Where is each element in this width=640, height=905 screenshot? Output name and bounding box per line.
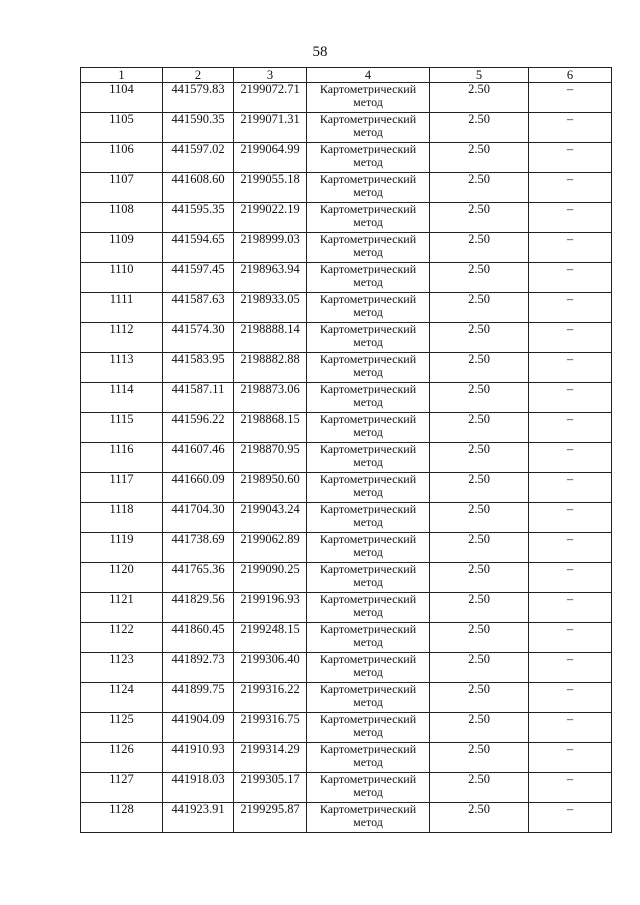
point-number: 1109: [81, 233, 163, 263]
point-number: 1111: [81, 293, 163, 323]
method-line-1: Картометрический: [319, 82, 417, 96]
table-row: [81, 413, 612, 443]
method-cell: [307, 473, 430, 503]
point-number: 1125: [81, 713, 163, 743]
method-line-2: метод: [353, 635, 383, 649]
coordinates-table: [80, 67, 612, 833]
coordinate-x: 441583.95: [163, 353, 234, 383]
accuracy-cell: 2.50: [430, 323, 529, 353]
coordinate-y: 2198963.94: [234, 263, 307, 293]
method-line-2: метод: [353, 665, 383, 679]
accuracy-cell: 2.50: [430, 113, 529, 143]
note-cell: –: [529, 653, 612, 683]
point-number: 1112: [81, 323, 163, 353]
accuracy-cell: 2.50: [430, 623, 529, 653]
method-cell: [307, 233, 430, 263]
point-number: 1122: [81, 623, 163, 653]
method-line-1: Картометрический: [319, 532, 417, 546]
method-cell: [307, 743, 430, 773]
coordinate-y: 2199043.24: [234, 503, 307, 533]
coordinate-x: 441579.83: [163, 83, 234, 113]
accuracy-cell: 2.50: [430, 263, 529, 293]
table-row: [81, 593, 612, 623]
method-cell: [307, 443, 430, 473]
coordinate-y: 2198870.95: [234, 443, 307, 473]
coordinate-y: 2198950.60: [234, 473, 307, 503]
accuracy-cell: 2.50: [430, 83, 529, 113]
accuracy-cell: 2.50: [430, 233, 529, 263]
method-cell: [307, 323, 430, 353]
column-header: 4: [307, 68, 430, 83]
method-cell: [307, 533, 430, 563]
method-line-1: Картометрический: [319, 292, 417, 306]
method-line-1: Картометрический: [319, 382, 417, 396]
method-line-2: метод: [353, 365, 383, 379]
table-row: [81, 563, 612, 593]
accuracy-cell: 2.50: [430, 293, 529, 323]
accuracy-cell: 2.50: [430, 203, 529, 233]
method-cell: [307, 803, 430, 833]
note-cell: –: [529, 413, 612, 443]
note-cell: –: [529, 83, 612, 113]
point-number: 1123: [81, 653, 163, 683]
method-line-1: Картометрический: [319, 442, 417, 456]
table-row: [81, 203, 612, 233]
column-header: 6: [529, 68, 612, 83]
table-row: [81, 623, 612, 653]
accuracy-cell: 2.50: [430, 533, 529, 563]
method-line-1: Картометрический: [319, 772, 417, 786]
point-number: 1126: [81, 743, 163, 773]
coordinate-y: 2199314.29: [234, 743, 307, 773]
method-line-2: метод: [353, 605, 383, 619]
method-line-1: Картометрический: [319, 592, 417, 606]
method-cell: [307, 713, 430, 743]
accuracy-cell: 2.50: [430, 593, 529, 623]
note-cell: –: [529, 713, 612, 743]
method-cell: [307, 503, 430, 533]
note-cell: –: [529, 263, 612, 293]
coordinate-x: 441660.09: [163, 473, 234, 503]
method-cell: [307, 293, 430, 323]
table-row: [81, 443, 612, 473]
table-row: [81, 683, 612, 713]
accuracy-cell: 2.50: [430, 653, 529, 683]
note-cell: –: [529, 203, 612, 233]
coordinate-x: 441595.35: [163, 203, 234, 233]
method-line-1: Картометрический: [319, 682, 417, 696]
point-number: 1121: [81, 593, 163, 623]
column-header: 5: [430, 68, 529, 83]
coordinate-x: 441594.65: [163, 233, 234, 263]
method-line-1: Картометрический: [319, 262, 417, 276]
accuracy-cell: 2.50: [430, 443, 529, 473]
note-cell: –: [529, 443, 612, 473]
method-cell: [307, 683, 430, 713]
table-row: [81, 233, 612, 263]
method-cell: [307, 413, 430, 443]
method-line-2: метод: [353, 155, 383, 169]
table-row: [81, 803, 612, 833]
accuracy-cell: 2.50: [430, 713, 529, 743]
table-row: [81, 743, 612, 773]
table-row: [81, 113, 612, 143]
note-cell: –: [529, 173, 612, 203]
coordinate-x: 441860.45: [163, 623, 234, 653]
coordinate-y: 2199071.31: [234, 113, 307, 143]
coordinate-x: 441587.63: [163, 293, 234, 323]
method-line-1: Картометрический: [319, 172, 417, 186]
table-row: [81, 323, 612, 353]
coordinate-y: 2199295.87: [234, 803, 307, 833]
coordinate-x: 441899.75: [163, 683, 234, 713]
coordinate-x: 441904.09: [163, 713, 234, 743]
method-line-2: метод: [353, 515, 383, 529]
method-line-2: метод: [353, 305, 383, 319]
point-number: 1119: [81, 533, 163, 563]
coordinate-y: 2198868.15: [234, 413, 307, 443]
method-cell: [307, 383, 430, 413]
coordinate-y: 2199090.25: [234, 563, 307, 593]
point-number: 1106: [81, 143, 163, 173]
method-cell: [307, 563, 430, 593]
coordinate-x: 441923.91: [163, 803, 234, 833]
coordinate-x: 441910.93: [163, 743, 234, 773]
column-header: 3: [234, 68, 307, 83]
column-header: 1: [81, 68, 163, 83]
coordinate-x: 441892.73: [163, 653, 234, 683]
point-number: 1116: [81, 443, 163, 473]
coordinate-y: 2198882.88: [234, 353, 307, 383]
method-line-2: метод: [353, 785, 383, 799]
note-cell: –: [529, 323, 612, 353]
coordinate-y: 2198999.03: [234, 233, 307, 263]
table-row: [81, 653, 612, 683]
method-cell: [307, 653, 430, 683]
point-number: 1118: [81, 503, 163, 533]
method-line-1: Картометрический: [319, 562, 417, 576]
coordinate-y: 2198873.06: [234, 383, 307, 413]
method-line-1: Картометрический: [319, 352, 417, 366]
accuracy-cell: 2.50: [430, 503, 529, 533]
method-line-2: метод: [353, 545, 383, 559]
note-cell: –: [529, 683, 612, 713]
accuracy-cell: 2.50: [430, 383, 529, 413]
method-line-1: Картометрический: [319, 142, 417, 156]
table-row: [81, 353, 612, 383]
method-line-2: метод: [353, 485, 383, 499]
method-line-1: Картометрический: [319, 802, 417, 816]
note-cell: –: [529, 593, 612, 623]
method-line-2: метод: [353, 695, 383, 709]
point-number: 1114: [81, 383, 163, 413]
point-number: 1110: [81, 263, 163, 293]
accuracy-cell: 2.50: [430, 143, 529, 173]
note-cell: –: [529, 473, 612, 503]
method-line-2: метод: [353, 425, 383, 439]
coordinate-y: 2199305.17: [234, 773, 307, 803]
note-cell: –: [529, 773, 612, 803]
coordinate-x: 441574.30: [163, 323, 234, 353]
coordinate-x: 441587.11: [163, 383, 234, 413]
point-number: 1117: [81, 473, 163, 503]
note-cell: –: [529, 113, 612, 143]
method-line-2: метод: [353, 215, 383, 229]
method-line-1: Картометрический: [319, 622, 417, 636]
coordinate-x: 441918.03: [163, 773, 234, 803]
method-line-2: метод: [353, 755, 383, 769]
note-cell: –: [529, 743, 612, 773]
method-line-2: метод: [353, 395, 383, 409]
coordinate-x: 441738.69: [163, 533, 234, 563]
accuracy-cell: 2.50: [430, 803, 529, 833]
method-line-1: Картометрический: [319, 322, 417, 336]
coordinate-y: 2198933.05: [234, 293, 307, 323]
point-number: 1105: [81, 113, 163, 143]
coordinate-y: 2199316.75: [234, 713, 307, 743]
coordinate-x: 441704.30: [163, 503, 234, 533]
point-number: 1124: [81, 683, 163, 713]
note-cell: –: [529, 143, 612, 173]
note-cell: –: [529, 563, 612, 593]
accuracy-cell: 2.50: [430, 353, 529, 383]
table-row: [81, 503, 612, 533]
accuracy-cell: 2.50: [430, 743, 529, 773]
method-cell: [307, 593, 430, 623]
method-line-1: Картометрический: [319, 712, 417, 726]
note-cell: –: [529, 503, 612, 533]
table-row: [81, 773, 612, 803]
coordinate-x: 441590.35: [163, 113, 234, 143]
method-line-1: Картометрический: [319, 502, 417, 516]
method-line-2: метод: [353, 335, 383, 349]
coordinate-y: 2199064.99: [234, 143, 307, 173]
table-row: [81, 173, 612, 203]
method-line-2: метод: [353, 275, 383, 289]
note-cell: –: [529, 293, 612, 323]
coordinate-x: 441607.46: [163, 443, 234, 473]
method-cell: [307, 113, 430, 143]
table-row: [81, 383, 612, 413]
table-row: [81, 263, 612, 293]
coordinate-x: 441596.22: [163, 413, 234, 443]
coordinate-x: 441608.60: [163, 173, 234, 203]
method-cell: [307, 773, 430, 803]
table-row: [81, 293, 612, 323]
column-header: 2: [163, 68, 234, 83]
note-cell: –: [529, 233, 612, 263]
coordinate-y: 2199316.22: [234, 683, 307, 713]
note-cell: –: [529, 533, 612, 563]
method-line-1: Картометрический: [319, 652, 417, 666]
note-cell: –: [529, 383, 612, 413]
header-row: [81, 68, 612, 83]
method-cell: [307, 263, 430, 293]
point-number: 1107: [81, 173, 163, 203]
table-row: [81, 83, 612, 113]
point-number: 1115: [81, 413, 163, 443]
method-cell: [307, 353, 430, 383]
method-line-2: метод: [353, 185, 383, 199]
accuracy-cell: 2.50: [430, 563, 529, 593]
method-line-2: метод: [353, 575, 383, 589]
point-number: 1128: [81, 803, 163, 833]
method-cell: [307, 83, 430, 113]
accuracy-cell: 2.50: [430, 413, 529, 443]
point-number: 1127: [81, 773, 163, 803]
coordinate-x: 441597.02: [163, 143, 234, 173]
method-line-1: Картометрический: [319, 412, 417, 426]
accuracy-cell: 2.50: [430, 773, 529, 803]
method-cell: [307, 623, 430, 653]
method-line-2: метод: [353, 125, 383, 139]
coordinate-y: 2198888.14: [234, 323, 307, 353]
note-cell: –: [529, 803, 612, 833]
method-cell: [307, 203, 430, 233]
method-line-1: Картометрический: [319, 742, 417, 756]
table-row: [81, 533, 612, 563]
point-number: 1108: [81, 203, 163, 233]
method-line-2: метод: [353, 95, 383, 109]
coordinate-y: 2199022.19: [234, 203, 307, 233]
point-number: 1104: [81, 83, 163, 113]
coordinate-y: 2199062.89: [234, 533, 307, 563]
table-row: [81, 473, 612, 503]
coordinate-x: 441829.56: [163, 593, 234, 623]
table-row: [81, 143, 612, 173]
point-number: 1113: [81, 353, 163, 383]
accuracy-cell: 2.50: [430, 683, 529, 713]
accuracy-cell: 2.50: [430, 473, 529, 503]
coordinate-x: 441597.45: [163, 263, 234, 293]
note-cell: –: [529, 623, 612, 653]
note-cell: –: [529, 353, 612, 383]
coordinate-y: 2199248.15: [234, 623, 307, 653]
coordinate-y: 2199072.71: [234, 83, 307, 113]
method-line-2: метод: [353, 245, 383, 259]
point-number: 1120: [81, 563, 163, 593]
coordinate-y: 2199306.40: [234, 653, 307, 683]
page-number: 58: [312, 44, 328, 60]
method-cell: [307, 173, 430, 203]
method-line-1: Картометрический: [319, 112, 417, 126]
method-line-1: Картометрический: [319, 472, 417, 486]
method-line-1: Картометрический: [319, 202, 417, 216]
coordinate-x: 441765.36: [163, 563, 234, 593]
method-line-2: метод: [353, 815, 383, 829]
method-line-1: Картометрический: [319, 232, 417, 246]
coordinate-y: 2199055.18: [234, 173, 307, 203]
method-line-2: метод: [353, 455, 383, 469]
method-cell: [307, 143, 430, 173]
accuracy-cell: 2.50: [430, 173, 529, 203]
method-line-2: метод: [353, 725, 383, 739]
table-row: [81, 713, 612, 743]
coordinate-y: 2199196.93: [234, 593, 307, 623]
